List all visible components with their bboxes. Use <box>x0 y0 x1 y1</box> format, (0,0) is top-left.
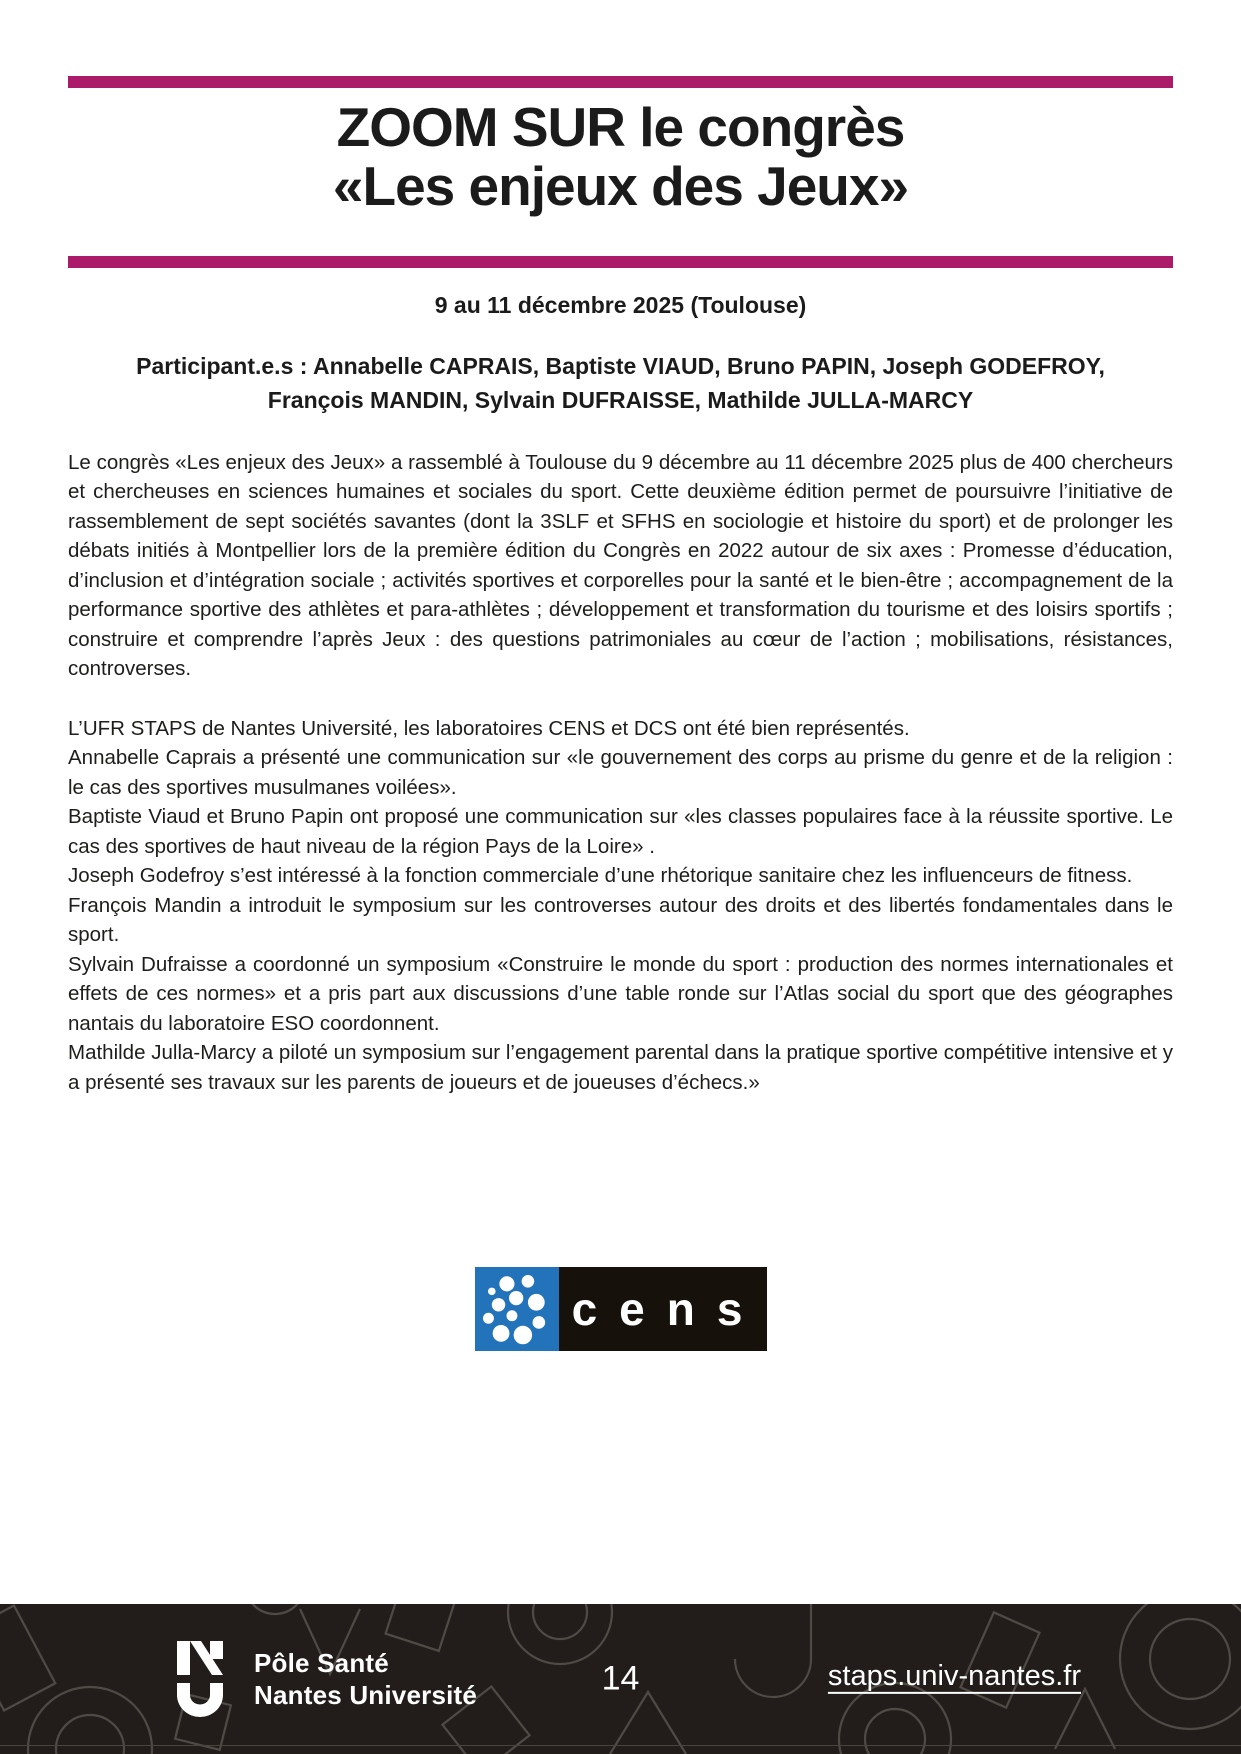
event-date-location: 9 au 11 décembre 2025 (Toulouse) <box>434 291 807 318</box>
bottom-accent-bar <box>68 256 1173 268</box>
page-title-line1: ZOOM SUR le congrès <box>336 96 905 158</box>
entry-viaud-papin: Baptiste Viaud et Bruno Papin ont proposé une communication sur «les classes populaires face à la réussite sportive. Le cas des sportives de haut niveau de la région Pays de la Loire» . <box>68 805 1173 858</box>
participants-line2: François MANDIN, Sylvain DUFRAISSE, Mathilde JULLA-MARCY <box>267 387 974 414</box>
page-title <box>68 98 1173 216</box>
entry-annabelle-caprais: Annabelle Caprais a présenté une communication sur «le gouvernement des corps au prisme du genre et de la religion : le cas des sportives musulmanes voilées». <box>68 746 1173 799</box>
participants-line1: Participant.e.s : Annabelle CAPRAIS, Baptiste VIAUD, Bruno PAPIN, Joseph GODEFROY, <box>136 352 1105 379</box>
participants-list <box>68 349 1173 418</box>
page-title-line2: «Les enjeux des Jeux» <box>332 154 909 217</box>
page-footer <box>0 1604 1241 1754</box>
entry-ufr-staps: L’UFR STAPS de Nantes Université, les laboratoires CENS et DCS ont été bien représentés. <box>68 716 910 740</box>
article-intro-paragraph: Le congrès «Les enjeux des Jeux» a rassemblé à Toulouse du 9 décembre au 11 décembre 2025 plus de 400 chercheurs et chercheuses en sciences humaines et sociales du sport. Cette deuxième édition permet de poursuivre l’initiative de rassemblement de sept sociétés savantes (dont la 3SLF et SFHS en sociologie et histoire du sport) et de prolonger les débats initiés à Montpellier lors de la première édition du Congrès en 2022 autour de six axes : Promesse d’éducation, d’inclusion et d’intégration sociale ; activités sportives et corporelles pour la santé et le bien-être ; accompagnement de la performance sportive des athlètes et para-athlètes ; développement et transformation du tourisme et des loisirs sportifs ; construire et comprendre l’après Jeux : des questions patrimoniales au cœur de l’action ; mobilisations, résistances, controverses. <box>68 450 1173 681</box>
top-accent-bar <box>68 76 1173 88</box>
nantes-universite-brand <box>172 1641 477 1717</box>
cens-logo-text: cens <box>571 1283 765 1336</box>
nantes-universite-logo-icon <box>172 1641 230 1717</box>
brand-line-nantes-universite: Nantes Université <box>254 1680 478 1710</box>
entry-mathilde-julla-marcy: Mathilde Julla-Marcy a piloté un symposium sur l’engagement parental dans la pratique sportive compétitive intensive et y a présenté ses travaux sur les parents de joueurs et de joueuses d’échecs.» <box>68 1041 1173 1094</box>
cens-laboratory-logo <box>475 1267 767 1351</box>
staps-website-link[interactable]: staps.univ-nantes.fr <box>827 1659 1081 1692</box>
entry-francois-mandin: François Mandin a introduit le symposium sur les controverses autour des droits et des libertés fondamentales dans le sport. <box>68 893 1173 947</box>
page-number: 14 <box>601 1659 640 1698</box>
entry-sylvain-dufraisse: Sylvain Dufraisse a coordonné un symposium «Construire le monde du sport : production des normes internationales et effets de ces normes» et a pris part aux discussions d’une table ronde sur l’Atlas social du sport que des géographes nantais du laboratoire ESO coordonnent. <box>68 952 1173 1035</box>
cens-dots-icon <box>475 1267 559 1351</box>
article-entries <box>68 714 1173 1098</box>
entry-joseph-godefroy: Joseph Godefroy s’est intéressé à la fonction commerciale d’une rhétorique sanitaire chez les influenceurs de fitness. <box>68 864 1133 888</box>
brand-line-pole-sante: Pôle Santé <box>254 1647 389 1678</box>
